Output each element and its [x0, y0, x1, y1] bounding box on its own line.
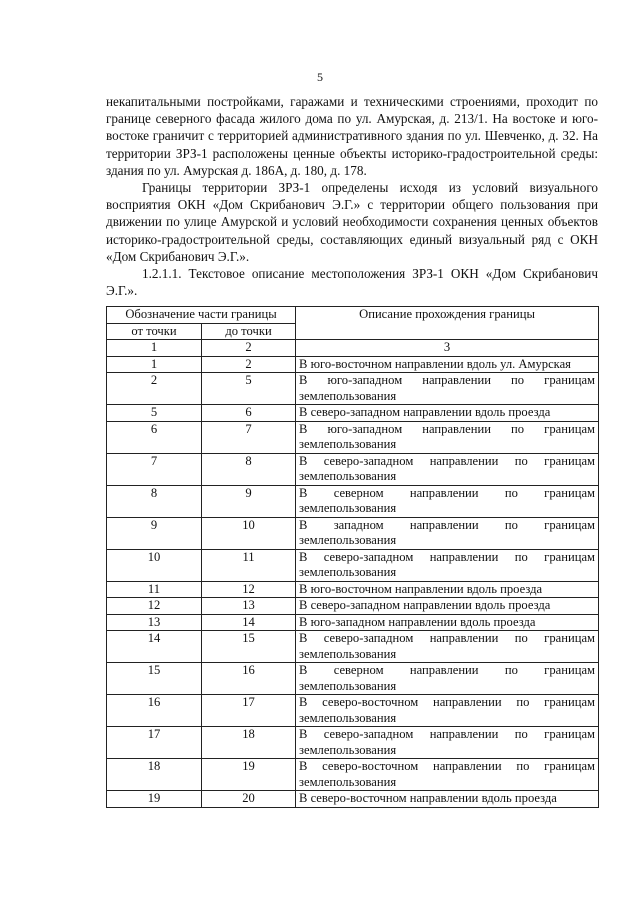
to-point-cell: 19 [202, 759, 296, 791]
description-cell: В северо-западном направлении по границам землепользования [296, 453, 599, 485]
description-cell: В северо-западном направлении вдоль проезда [296, 598, 599, 615]
to-point-cell: 15 [202, 631, 296, 663]
from-point-cell: 11 [107, 581, 202, 598]
description-cell: В северном направлении по границам землепользования [296, 663, 599, 695]
from-point-cell: 7 [107, 453, 202, 485]
to-point-cell: 13 [202, 598, 296, 615]
table-row [107, 759, 599, 791]
from-point-cell: 2 [107, 373, 202, 405]
table-row [107, 631, 599, 663]
column-number-row [107, 340, 599, 357]
body-text [106, 93, 598, 299]
table-row [107, 695, 599, 727]
from-point-cell: 5 [107, 405, 202, 422]
from-point-cell: 14 [107, 631, 202, 663]
column-number-3: 3 [296, 340, 599, 357]
table-row [107, 517, 599, 549]
from-point-cell: 17 [107, 727, 202, 759]
description-cell: В северо-западном направлении по границам землепользования [296, 727, 599, 759]
table-row [107, 405, 599, 422]
to-point-cell: 17 [202, 695, 296, 727]
table-row [107, 791, 599, 808]
description-cell: В западном направлении по границам землепользования [296, 517, 599, 549]
to-point-cell: 16 [202, 663, 296, 695]
page-number: 5 [317, 70, 323, 84]
boundary-table [106, 306, 599, 808]
to-point-cell: 12 [202, 581, 296, 598]
section-heading-1-2-1-1: 1.2.1.1. Текстовое описание местоположения ЗРЗ-1 ОКН «Дом Скрибанович Э.Г.». [106, 266, 598, 299]
from-point-cell: 16 [107, 695, 202, 727]
description-cell: В северо-западном направлении вдоль проезда [296, 405, 599, 422]
table-row [107, 581, 599, 598]
description-cell: В северо-восточном направлении по границам землепользования [296, 759, 599, 791]
to-point-cell: 18 [202, 727, 296, 759]
description-cell: В юго-западном направлении вдоль проезда [296, 614, 599, 631]
from-point-cell: 8 [107, 485, 202, 517]
header-part-designation: Обозначение части границы [107, 307, 296, 324]
table-row [107, 727, 599, 759]
description-cell: В северо-восточном направлении вдоль проезда [296, 791, 599, 808]
from-point-cell: 18 [107, 759, 202, 791]
to-point-cell: 2 [202, 356, 296, 373]
to-point-cell: 14 [202, 614, 296, 631]
from-point-cell: 10 [107, 549, 202, 581]
description-cell: В северо-восточном направлении по границам землепользования [296, 695, 599, 727]
from-point-cell: 15 [107, 663, 202, 695]
to-point-cell: 20 [202, 791, 296, 808]
to-point-cell: 5 [202, 373, 296, 405]
table-row [107, 485, 599, 517]
to-point-cell: 8 [202, 453, 296, 485]
header-from-point: от точки [107, 323, 202, 340]
to-point-cell: 7 [202, 421, 296, 453]
from-point-cell: 1 [107, 356, 202, 373]
description-cell: В северном направлении по границам землепользования [296, 485, 599, 517]
to-point-cell: 9 [202, 485, 296, 517]
from-point-cell: 12 [107, 598, 202, 615]
header-description: Описание прохождения границы [296, 307, 599, 340]
table-row [107, 598, 599, 615]
description-cell: В северо-западном направлении по границам землепользования [296, 631, 599, 663]
from-point-cell: 9 [107, 517, 202, 549]
column-number-2: 2 [202, 340, 296, 357]
from-point-cell: 19 [107, 791, 202, 808]
table-row [107, 356, 599, 373]
to-point-cell: 6 [202, 405, 296, 422]
paragraph-continuation: некапитальными постройками, гаражами и техническими строениями, проходит по границе северного фасада жилого дома по ул. Амурская, д. 213/1. На востоке и юго-востоке граничит с территорией административного здания по ул. Шевченко, д. 32. На территории ЗРЗ-1 расположены ценные объекты историко-градостроительной среды: здания по ул. Амурская д. 186А, д. 180, д. 178. [106, 94, 598, 178]
table-row [107, 421, 599, 453]
table-row [107, 373, 599, 405]
from-point-cell: 13 [107, 614, 202, 631]
description-cell: В юго-западном направлении по границам землепользования [296, 373, 599, 405]
paragraph-boundaries: Границы территории ЗРЗ-1 определены исходя из условий визуального восприятия ОКН «Дом Скрибанович Э.Г.» с территории общего пользования при движении по улице Амурской и условий необходимости сохранения ценных объектов историко-градостроительной среды, составляющих единый визуальный ряд с ОКН «Дом Скрибанович Э.Г.». [106, 180, 598, 264]
description-cell: В северо-западном направлении по границам землепользования [296, 549, 599, 581]
to-point-cell: 11 [202, 549, 296, 581]
boundary-table-body [107, 307, 599, 808]
table-row [107, 614, 599, 631]
table-row [107, 663, 599, 695]
to-point-cell: 10 [202, 517, 296, 549]
description-cell: В юго-восточном направлении вдоль проезда [296, 581, 599, 598]
header-to-point: до точки [202, 323, 296, 340]
table-header-row [107, 307, 599, 324]
table-row [107, 549, 599, 581]
from-point-cell: 6 [107, 421, 202, 453]
column-number-1: 1 [107, 340, 202, 357]
description-cell: В юго-восточном направлении вдоль ул. Амурская [296, 356, 599, 373]
table-row [107, 453, 599, 485]
description-cell: В юго-западном направлении по границам землепользования [296, 421, 599, 453]
